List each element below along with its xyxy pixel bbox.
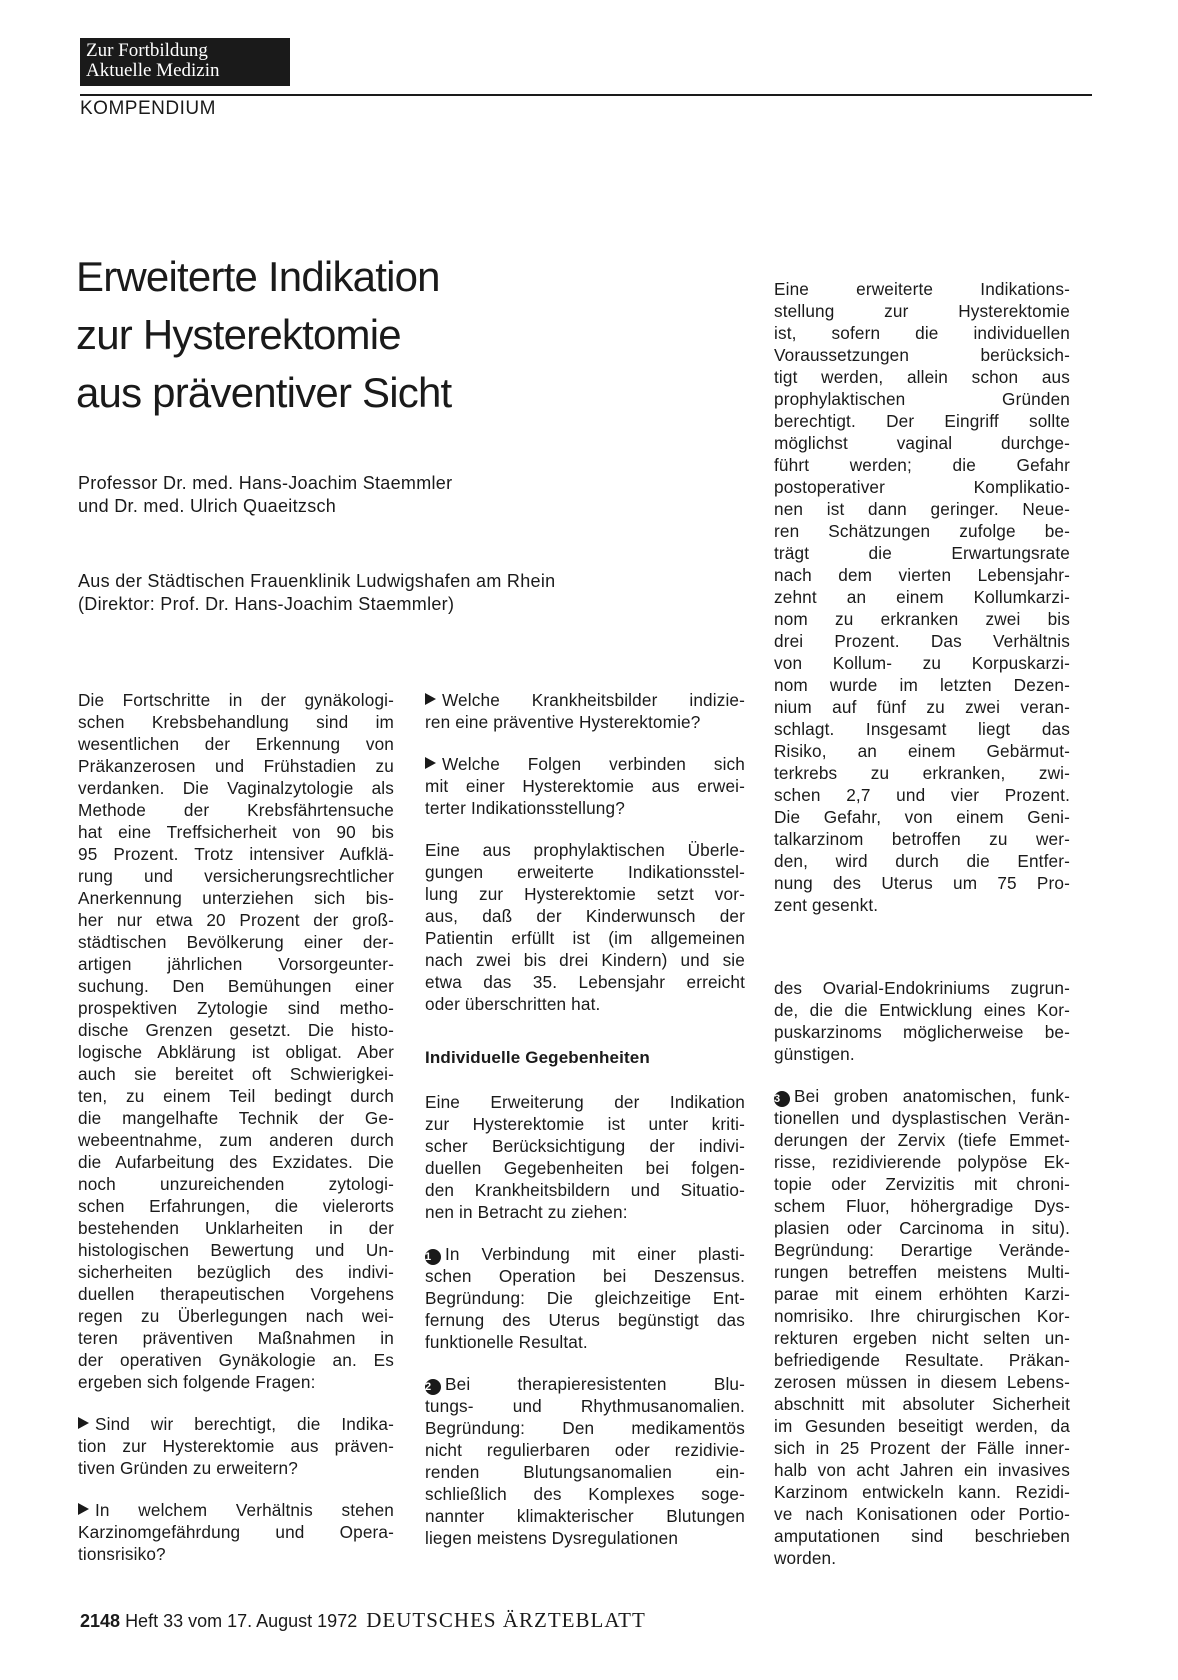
text-line: [78, 865, 394, 887]
line-text: Patientin erfüllt ist (im allgemeinen: [425, 928, 745, 948]
line-text: Begründung: Den medikamentös: [425, 1418, 745, 1438]
text-line: [78, 1019, 394, 1041]
line-text: drei Prozent. Das Verhältnis: [774, 631, 1070, 651]
line-text: halb von acht Jahren ein invasives: [774, 1460, 1070, 1480]
text-line: [425, 1395, 745, 1417]
text-line: [774, 630, 1070, 652]
text-line: [78, 909, 394, 931]
text-line: [774, 1239, 1070, 1261]
line-text: gungen erweiterte Indikationsstel-: [425, 862, 745, 882]
line-text: schen 2,7 und vier Prozent.: [774, 785, 1070, 805]
text-line: [78, 1085, 394, 1107]
line-text: Die Gefahr, von einem Geni-: [774, 807, 1070, 827]
line-text: puskarzinoms möglicherweise be-: [774, 1022, 1070, 1042]
text-line: [774, 542, 1070, 564]
line-text: suchung. Den Bemühungen einer: [78, 976, 394, 996]
line-text: führt werden; die Gefahr: [774, 455, 1070, 475]
line-text: ren eine präventive Hysterektomie?: [425, 712, 701, 732]
text-line: [774, 344, 1070, 366]
text-line: [78, 1499, 394, 1521]
line-text: duellen therapeutischen Vorgehens: [78, 1284, 394, 1304]
issue-info: Heft 33 vom 17. August 1972: [125, 1611, 358, 1631]
text-line: [425, 1439, 745, 1461]
text-line: [774, 1173, 1070, 1195]
text-line: [425, 861, 745, 883]
text-line: [774, 1151, 1070, 1173]
text-line: [425, 1331, 745, 1353]
line-text: nung des Uterus um 75 Pro-: [774, 873, 1070, 893]
line-text: Sind wir berechtigt, die Indika-: [95, 1414, 394, 1434]
text-line: [78, 997, 394, 1019]
line-text: regen zu Überlegungen nach wei-: [78, 1306, 394, 1326]
line-text: nannter klimakterischer Blutungen: [425, 1506, 745, 1526]
line-text: talkarzinom betroffen zu wer-: [774, 829, 1070, 849]
text-line: [774, 762, 1070, 784]
text-line: [774, 1415, 1070, 1437]
circled-number: 3: [774, 1091, 790, 1107]
circled-number: 1: [425, 1249, 441, 1265]
text-line: [774, 1305, 1070, 1327]
text-line: [78, 1435, 394, 1457]
text-line: [425, 1243, 745, 1265]
arrow-bullet-icon: [425, 693, 436, 705]
arrow-bullet-icon: [78, 1503, 89, 1515]
line-text: der operativen Gynäkologie an. Es: [78, 1350, 394, 1370]
line-text: ergeben sich folgende Fragen:: [78, 1372, 316, 1392]
text-line: [425, 775, 745, 797]
question-3: [425, 689, 745, 733]
text-line: [774, 999, 1070, 1021]
text-line: [774, 1129, 1070, 1151]
title-line: zur Hysterektomie: [76, 311, 401, 358]
affiliation-line: (Direktor: Prof. Dr. Hans-Joachim Staemmler): [78, 594, 455, 614]
text-line: [774, 894, 1070, 916]
question-2: [78, 1499, 394, 1565]
line-text: tigt werden, allein schon aus: [774, 367, 1070, 387]
line-text: tionsrisiko?: [78, 1544, 166, 1564]
line-text: Anerkennung unterziehen sich bis-: [78, 888, 394, 908]
text-line: [774, 1327, 1070, 1349]
line-text: des Ovarial-Endokriniums zugrun-: [774, 978, 1070, 998]
line-text: sich in 25 Prozent der Fälle inner-: [774, 1438, 1070, 1458]
text-line: [425, 711, 745, 733]
text-line: [425, 1201, 745, 1223]
line-text: terter Indikationsstellung?: [425, 798, 625, 818]
text-line: [774, 1393, 1070, 1415]
text-line: [425, 883, 745, 905]
column-3: [774, 278, 1070, 916]
line-text: möglichst vaginal durchge-: [774, 433, 1070, 453]
line-text: Bei groben anatomischen, funk-: [794, 1086, 1070, 1106]
text-line: [774, 784, 1070, 806]
text-line: [425, 753, 745, 775]
text-line: [78, 1543, 394, 1565]
text-line: [425, 1113, 745, 1135]
line-text: die Aufarbeitung des Exzidates. Die: [78, 1152, 394, 1172]
line-text: zur Hysterektomie ist unter kriti-: [425, 1114, 745, 1134]
article-title: [76, 248, 636, 422]
arrow-bullet-icon: [425, 757, 436, 769]
question-4: [425, 753, 745, 819]
text-line: [78, 1239, 394, 1261]
badge-line-1: Zur Fortbildung: [86, 40, 208, 61]
text-line: [774, 1349, 1070, 1371]
text-line: [425, 1179, 745, 1201]
line-text: Welche Folgen verbinden sich: [442, 754, 745, 774]
intro-paragraph: [78, 689, 394, 1393]
column-2: [425, 689, 745, 1549]
text-line: [425, 1157, 745, 1179]
text-line: [78, 1195, 394, 1217]
line-text: Präkanzerosen und Frühstadien zu: [78, 756, 394, 776]
line-text: schem Fluor, höhergradige Dys-: [774, 1196, 1070, 1216]
title-line: aus präventiver Sicht: [76, 369, 452, 416]
line-text: nom zu erkranken zwei bis: [774, 609, 1070, 629]
page-footer: [80, 1608, 646, 1633]
line-text: rung und versicherungsrechtlicher: [78, 866, 394, 886]
text-line: [774, 696, 1070, 718]
line-text: günstigen.: [774, 1044, 855, 1064]
line-text: 95 Prozent. Trotz intensiver Aufklä-: [78, 844, 394, 864]
line-text: her nur etwa 20 Prozent der groß-: [78, 910, 394, 930]
text-line: [78, 953, 394, 975]
text-line: [425, 1461, 745, 1483]
line-text: ten, zu einem Teil bedingt durch: [78, 1086, 394, 1106]
text-line: [774, 564, 1070, 586]
line-text: ist, sofern die individuellen: [774, 323, 1070, 343]
text-line: [774, 977, 1070, 999]
line-text: Methode der Krebsfährtensuche: [78, 800, 394, 820]
text-line: [774, 1459, 1070, 1481]
text-line: [425, 949, 745, 971]
line-text: schen Operation bei Deszensus.: [425, 1266, 745, 1286]
text-line: [78, 1283, 394, 1305]
author-line: und Dr. med. Ulrich Quaeitzsch: [78, 496, 337, 516]
line-text: Eine erweiterte Indikations-: [774, 279, 1070, 299]
line-text: postoperativer Komplikatio-: [774, 477, 1070, 497]
text-line: [774, 1085, 1070, 1107]
text-line: [425, 1483, 745, 1505]
text-line: [425, 927, 745, 949]
line-text: nicht regulierbaren oder rezidivie-: [425, 1440, 745, 1460]
text-line: [774, 410, 1070, 432]
column-4: [774, 977, 1070, 1569]
line-text: liegen meistens Dysregulationen: [425, 1528, 679, 1548]
line-text: terkrebs zu erkranken, zwi-: [774, 763, 1070, 783]
line-text: Risiko, an einem Gebärmut-: [774, 741, 1070, 761]
text-line: [425, 1309, 745, 1331]
text-line: [774, 1437, 1070, 1459]
line-text: risse, rezidivierende polypöse Ek-: [774, 1152, 1070, 1172]
text-line: [774, 322, 1070, 344]
line-text: wesentlichen der Erkennung von: [78, 734, 394, 754]
line-text: nach dem vierten Lebensjahr-: [774, 565, 1070, 585]
text-line: [774, 1043, 1070, 1065]
text-line: [774, 1021, 1070, 1043]
text-line: [425, 1373, 745, 1395]
text-line: [78, 799, 394, 821]
text-line: [78, 1063, 394, 1085]
text-line: [78, 1041, 394, 1063]
text-line: [774, 718, 1070, 740]
line-text: schlagt. Insgesamt liegt das: [774, 719, 1070, 739]
line-text: rungen betreffen meistens Multi-: [774, 1262, 1070, 1282]
line-text: Begründung: Derartige Verände-: [774, 1240, 1070, 1260]
text-line: [774, 608, 1070, 630]
line-text: tionellen und dysplastischen Verän-: [774, 1108, 1070, 1128]
magazine-name: DEUTSCHES ÄRZTEBLATT: [366, 1608, 646, 1632]
line-text: im Gesunden beseitigt werden, da: [774, 1416, 1070, 1436]
section-badge: [80, 38, 290, 86]
line-text: Karzinomgefährdung und Opera-: [78, 1522, 394, 1542]
text-line: [774, 1525, 1070, 1547]
line-text: bestehenden Unklarheiten in der: [78, 1218, 394, 1238]
text-line: [774, 1217, 1070, 1239]
line-text: rekturen ergeben nicht selten un-: [774, 1328, 1070, 1348]
line-text: worden.: [774, 1548, 837, 1568]
text-line: [78, 1173, 394, 1195]
text-line: [78, 1349, 394, 1371]
text-line: [425, 1265, 745, 1287]
line-text: logische Abklärung ist obligat. Aber: [78, 1042, 394, 1062]
line-text: histologischen Bewertung und Un-: [78, 1240, 394, 1260]
text-line: [774, 1107, 1070, 1129]
line-text: noch unzureichenden zytologi-: [78, 1174, 394, 1194]
text-line: [425, 797, 745, 819]
text-line: [425, 1417, 745, 1439]
line-text: In welchem Verhältnis stehen: [95, 1500, 394, 1520]
text-line: [425, 1135, 745, 1157]
line-text: oder überschritten hat.: [425, 994, 601, 1014]
numbered-item-1: [425, 1243, 745, 1353]
line-text: schen Krebsbehandlung sind im: [78, 712, 394, 732]
line-text: die mangelhafte Technik der Ge-: [78, 1108, 394, 1128]
line-text: derungen der Zervix (tiefe Emmet-: [774, 1130, 1070, 1150]
line-text: schließlich des Komplexes soge-: [425, 1484, 745, 1504]
section-heading: Individuelle Gegebenheiten: [425, 1048, 650, 1067]
column-1: [78, 689, 394, 1565]
line-text: stellung zur Hysterektomie: [774, 301, 1070, 321]
text-line: [774, 476, 1070, 498]
text-line: [425, 993, 745, 1015]
paragraph: [774, 977, 1070, 1065]
line-text: artigen jährlichen Vorsorgeunter-: [78, 954, 394, 974]
text-line: [774, 300, 1070, 322]
line-text: tion zur Hysterektomie aus präven-: [78, 1436, 394, 1456]
text-line: [425, 1505, 745, 1527]
line-text: befriedigende Resultate. Präkan-: [774, 1350, 1070, 1370]
text-line: [774, 586, 1070, 608]
text-line: [774, 1371, 1070, 1393]
line-text: schen Erfahrungen, die vielerorts: [78, 1196, 394, 1216]
line-text: prospektiven Zytologie sind metho-: [78, 998, 394, 1018]
text-line: [774, 498, 1070, 520]
text-line: [78, 1129, 394, 1151]
text-line: [78, 777, 394, 799]
line-text: verdanken. Die Vaginalzytologie als: [78, 778, 394, 798]
text-line: [425, 905, 745, 927]
line-text: Begründung: Die gleichzeitige Ent-: [425, 1288, 745, 1308]
text-line: [78, 1261, 394, 1283]
line-text: nom wurde im letzten Dezen-: [774, 675, 1070, 695]
line-text: zehnt an einem Kollumkarzi-: [774, 587, 1070, 607]
line-text: den Krankheitsbildern und Situatio-: [425, 1180, 745, 1200]
line-text: Die Fortschritte in der gynäkologi-: [78, 690, 394, 710]
line-text: städtischen Bevölkerung einer der-: [78, 932, 394, 952]
line-text: lung zur Hysterektomie setzt vor-: [425, 884, 745, 904]
line-text: Eine Erweiterung der Indikation: [425, 1092, 745, 1112]
line-text: scher Berücksichtigung der indivi-: [425, 1136, 745, 1156]
line-text: nach zwei bis drei Kindern) und sie: [425, 950, 745, 970]
line-text: Karzinom entwickeln kann. Rezidi-: [774, 1482, 1070, 1502]
line-text: teren präventiven Maßnahmen in: [78, 1328, 394, 1348]
text-line: [774, 366, 1070, 388]
text-line: [774, 278, 1070, 300]
text-line: [774, 1547, 1070, 1569]
line-text: zent gesenkt.: [774, 895, 879, 915]
affiliation: [78, 570, 555, 616]
text-line: [774, 828, 1070, 850]
line-text: tungs- und Rhythmusanomalien.: [425, 1396, 745, 1416]
arrow-bullet-icon: [78, 1417, 89, 1429]
line-text: von Kollum- zu Korpuskarzi-: [774, 653, 1070, 673]
text-line: [78, 689, 394, 711]
line-text: ve nach Konisationen oder Portio-: [774, 1504, 1070, 1524]
line-text: ren Schätzungen zufolge be-: [774, 521, 1070, 541]
text-line: [774, 1481, 1070, 1503]
line-text: funktionelle Resultat.: [425, 1332, 588, 1352]
text-line: [78, 711, 394, 733]
text-line: [425, 1287, 745, 1309]
text-line: [774, 872, 1070, 894]
line-text: nomrisiko. Ihre chirurgischen Kor-: [774, 1306, 1070, 1326]
text-line: [774, 1261, 1070, 1283]
text-line: [78, 755, 394, 777]
text-line: [425, 689, 745, 711]
badge-line-2: Aktuelle Medizin: [86, 60, 220, 81]
numbered-item-2: [425, 1373, 745, 1549]
line-text: mit einer Hysterektomie aus erwei-: [425, 776, 745, 796]
line-text: nen ist dann geringer. Neue-: [774, 499, 1070, 519]
line-text: prophylaktischen Gründen: [774, 389, 1070, 409]
line-text: den, wird durch die Entfer-: [774, 851, 1070, 871]
line-text: nium auf fünf zu zwei veran-: [774, 697, 1070, 717]
text-line: [774, 850, 1070, 872]
header-rule: [80, 94, 1092, 96]
text-line: [774, 740, 1070, 762]
text-line: [78, 931, 394, 953]
line-text: hat eine Treffsicherheit von 90 bis: [78, 822, 394, 842]
text-line: [425, 971, 745, 993]
line-text: webeentnahme, zum anderen durch: [78, 1130, 394, 1150]
line-text: duellen Gegebenheiten bei folgen-: [425, 1158, 745, 1178]
paragraph: [425, 839, 745, 1015]
line-text: fernung des Uterus begünstigt das: [425, 1310, 745, 1330]
section-label: KOMPENDIUM: [80, 98, 216, 119]
text-line: [78, 1457, 394, 1479]
line-text: Voraussetzungen berücksich-: [774, 345, 1070, 365]
text-line: [78, 1413, 394, 1435]
text-line: [78, 733, 394, 755]
line-text: zerosen müssen in diesem Lebens-: [774, 1372, 1070, 1392]
line-text: amputationen sind beschrieben: [774, 1526, 1070, 1546]
line-text: Eine aus prophylaktischen Überle-: [425, 840, 745, 860]
text-line: [425, 839, 745, 861]
text-line: [774, 674, 1070, 696]
line-text: abschnitt mit absoluter Sicherheit: [774, 1394, 1070, 1414]
line-text: auch sie bereitet oft Schwierigkei-: [78, 1064, 394, 1084]
line-text: topie oder Zervizitis mit chroni-: [774, 1174, 1070, 1194]
text-line: [78, 1107, 394, 1129]
line-text: sicherheiten bezüglich des indivi-: [78, 1262, 394, 1282]
text-line: [774, 1283, 1070, 1305]
line-text: berechtigt. Der Eingriff sollte: [774, 411, 1070, 431]
text-line: [78, 1151, 394, 1173]
numbered-item-3: [774, 1085, 1070, 1569]
text-line: [78, 1521, 394, 1543]
text-line: [78, 1305, 394, 1327]
line-text: nen in Betracht zu ziehen:: [425, 1202, 628, 1222]
line-text: de, die die Entwicklung eines Kor-: [774, 1000, 1070, 1020]
authors: [78, 472, 452, 518]
text-line: [425, 1091, 745, 1113]
line-text: tiven Gründen zu erweitern?: [78, 1458, 298, 1478]
text-line: [774, 806, 1070, 828]
line-text: aus, daß der Kinderwunsch der: [425, 906, 745, 926]
text-line: [78, 1371, 394, 1393]
text-line: [774, 1503, 1070, 1525]
text-line: [774, 432, 1070, 454]
affiliation-line: Aus der Städtischen Frauenklinik Ludwigshafen am Rhein: [78, 571, 556, 591]
line-text: plasien oder Carcinoma in situ).: [774, 1218, 1070, 1238]
text-line: [78, 1217, 394, 1239]
title-line: Erweiterte Indikation: [76, 253, 440, 300]
text-line: [78, 887, 394, 909]
text-line: [774, 388, 1070, 410]
text-line: [425, 1527, 745, 1549]
text-line: [774, 652, 1070, 674]
line-text: parae mit einem erhöhten Karzi-: [774, 1284, 1070, 1304]
text-line: [78, 975, 394, 997]
paragraph: [774, 278, 1070, 916]
paragraph: [425, 1091, 745, 1223]
text-line: [774, 1195, 1070, 1217]
line-text: etwa das 35. Lebensjahr erreicht: [425, 972, 745, 992]
page-number: 2148: [80, 1611, 121, 1631]
line-text: trägt die Erwartungsrate: [774, 543, 1070, 563]
text-line: [774, 454, 1070, 476]
line-text: Welche Krankheitsbilder indizie-: [442, 690, 745, 710]
line-text: In Verbindung mit einer plasti-: [445, 1244, 745, 1264]
text-line: [78, 821, 394, 843]
question-1: [78, 1413, 394, 1479]
text-line: [78, 1327, 394, 1349]
line-text: renden Blutungsanomalien ein-: [425, 1462, 745, 1482]
circled-number: 2: [425, 1379, 441, 1395]
line-text: dische Grenzen gesetzt. Die histo-: [78, 1020, 394, 1040]
text-line: [78, 843, 394, 865]
text-line: [774, 520, 1070, 542]
author-line: Professor Dr. med. Hans-Joachim Staemmler: [78, 473, 453, 493]
line-text: Bei therapieresistenten Blu-: [445, 1374, 745, 1394]
